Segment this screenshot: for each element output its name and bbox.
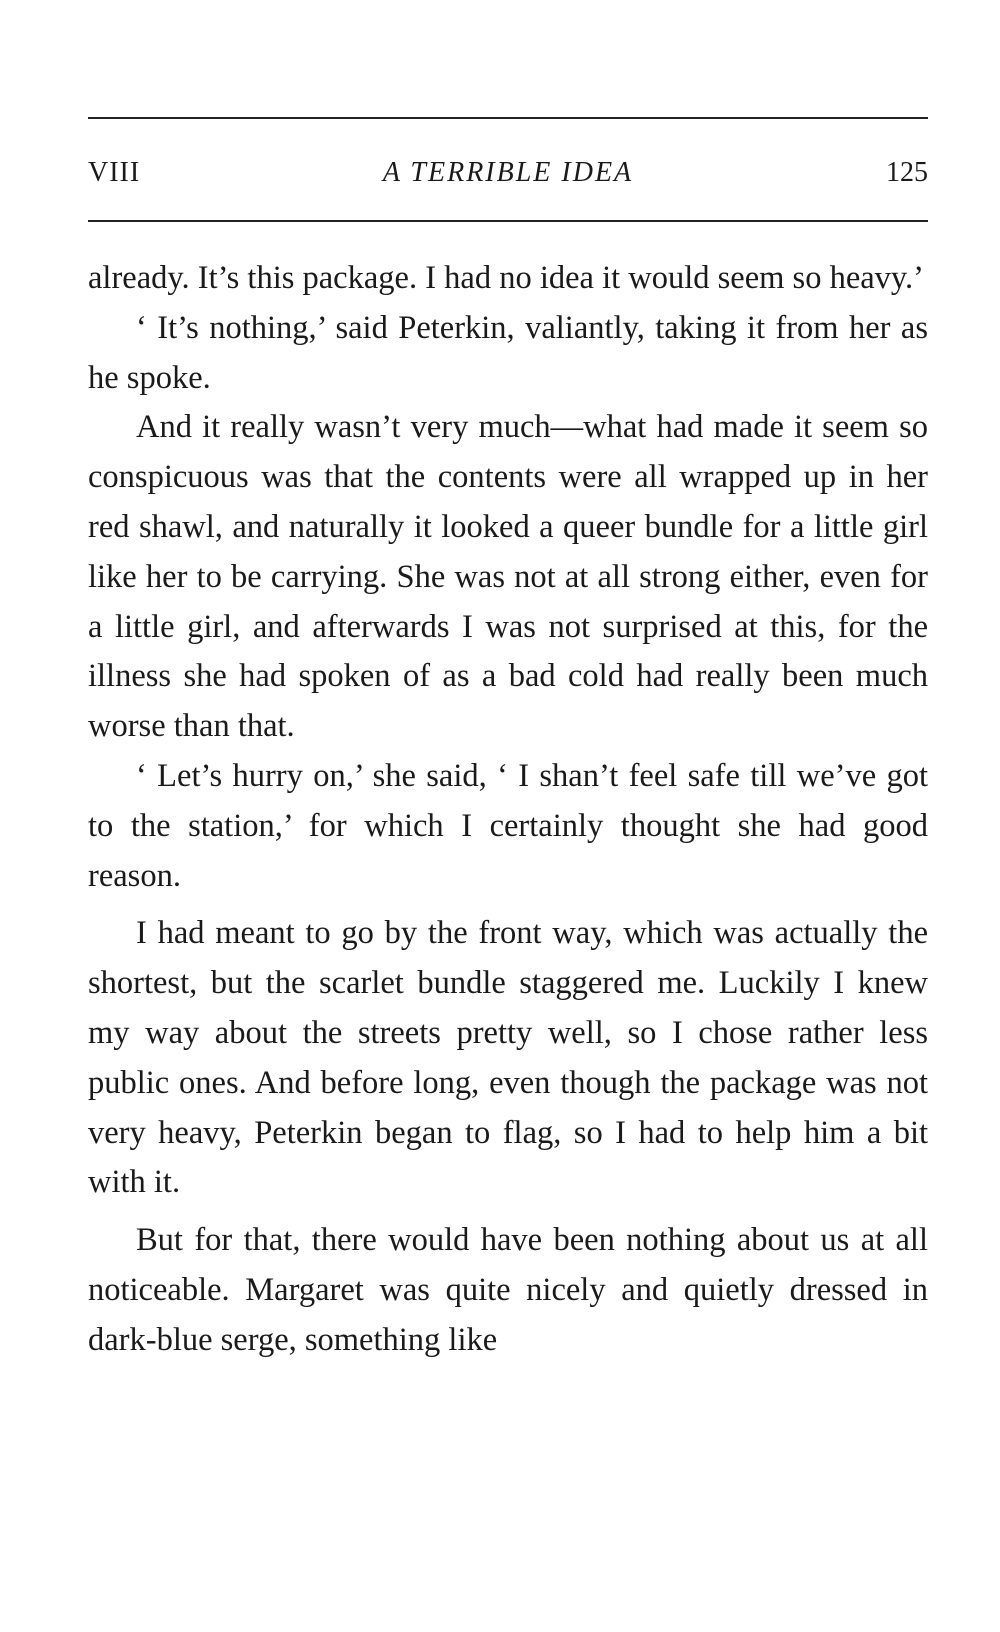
body-text [88, 254, 928, 1366]
paragraph: ‘ It’s nothing,’ said Peterkin, valiantly, taking it from her as he spoke. [88, 309, 928, 396]
paragraph: ‘ Let’s hurry on,’ she said, ‘ I shan’t feel safe till we’ve got to the station,’ for which I certainly thought she had good reason. [88, 757, 928, 894]
paragraph: I had meant to go by the front way, which was actually the shortest, but the scarlet bundle staggered me. Luckily I knew my way about the streets pretty well, so I chose rather less public ones. And before long, even though the package was not very heavy, Peterkin began to flag, so I had to help him a bit with it. [88, 915, 928, 1201]
chapter-number: VIII [88, 157, 141, 188]
paragraph: But for that, there would have been nothing about us at all noticeable. Margaret was quite nicely and quietly dressed in dark-blue serge, something like [88, 1222, 928, 1358]
running-title: A TERRIBLE IDEA [382, 157, 634, 188]
paragraph: already. It’s this package. I had no idea it would seem so heavy.’ [88, 260, 925, 296]
page-number: 125 [886, 157, 928, 188]
paragraph: And it really wasn’t very much—what had made it seem so conspicuous was that the contents were all wrapped up in her red shawl, and naturally it looked a queer bundle for a little girl like her to be carrying. She was not at all strong either, even for a little girl, and afterwards I was not surprised at this, for the illness she had spoken of as a bad cold had really been much worse than that. [88, 409, 928, 745]
header-bottom-rule [88, 220, 928, 222]
header-top-rule [88, 117, 928, 119]
running-header [88, 148, 928, 198]
